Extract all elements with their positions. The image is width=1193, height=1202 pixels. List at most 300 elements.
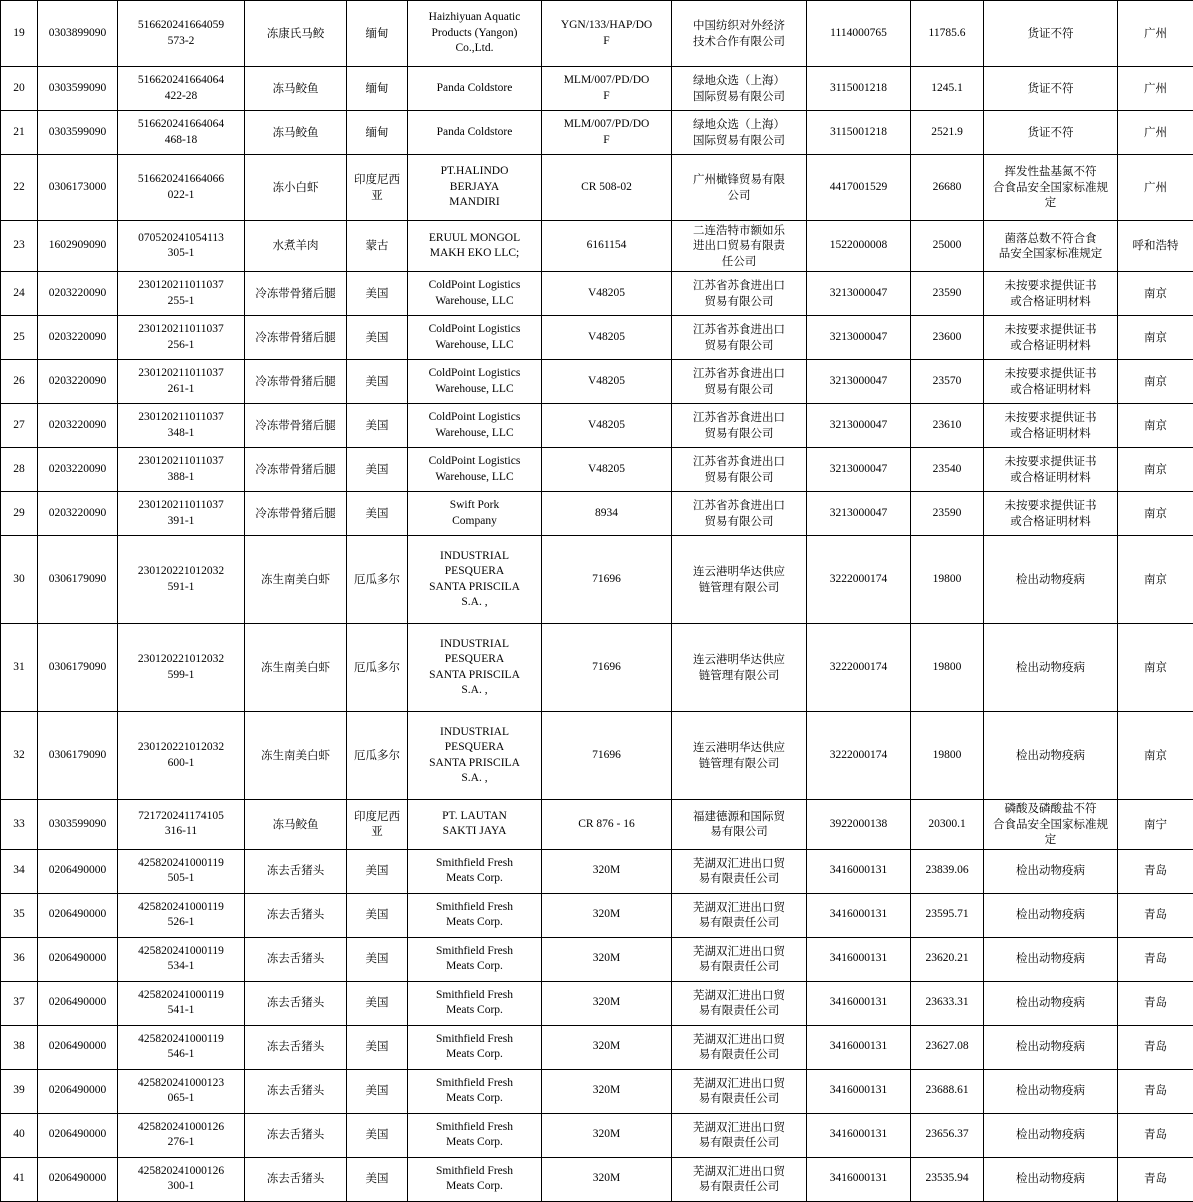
rejection-reason-cell: 检出动物疫病 [984, 1025, 1118, 1069]
entry-port-cell: 广州 [1118, 155, 1193, 221]
registration-no-cell: 71696 [542, 712, 672, 800]
table-row [1, 272, 1193, 316]
registration-no-cell: 320M [542, 1113, 672, 1157]
importer-cell: 江苏省苏食进出口 贸易有限公司 [672, 492, 807, 536]
rejection-reason-cell: 未按要求提供证书 或合格证明材料 [984, 448, 1118, 492]
product-name-cell: 冻去舌猪头 [245, 1069, 347, 1113]
importer-cell: 芜湖双汇进出口贸 易有限责任公司 [672, 893, 807, 937]
row-number-cell: 23 [1, 221, 38, 272]
importer-code-cell: 3115001218 [807, 67, 911, 111]
importer-code-cell: 3416000131 [807, 937, 911, 981]
product-name-cell: 冻去舌猪头 [245, 1157, 347, 1201]
hs-code-cell: 0306173000 [38, 155, 118, 221]
weight-cell: 11785.6 [911, 1, 984, 67]
importer-cell: 芜湖双汇进出口贸 易有限责任公司 [672, 1069, 807, 1113]
entry-port-cell: 青岛 [1118, 893, 1193, 937]
weight-cell: 23595.71 [911, 893, 984, 937]
table-row [1, 1069, 1193, 1113]
certificate-no-cell: 230120211011037 391-1 [118, 492, 245, 536]
importer-cell: 江苏省苏食进出口 贸易有限公司 [672, 316, 807, 360]
origin-country-cell: 缅甸 [347, 111, 408, 155]
weight-cell: 19800 [911, 536, 984, 624]
row-number-cell: 20 [1, 67, 38, 111]
entry-port-cell: 呼和浩特 [1118, 221, 1193, 272]
certificate-no-cell: 425820241000119 505-1 [118, 849, 245, 893]
hs-code-cell: 0206490000 [38, 1157, 118, 1201]
rejection-reason-cell: 未按要求提供证书 或合格证明材料 [984, 492, 1118, 536]
producer-cell: Smithfield Fresh Meats Corp. [408, 1069, 542, 1113]
origin-country-cell: 美国 [347, 448, 408, 492]
producer-cell: Smithfield Fresh Meats Corp. [408, 849, 542, 893]
row-number-cell: 21 [1, 111, 38, 155]
hs-code-cell: 0203220090 [38, 492, 118, 536]
origin-country-cell: 美国 [347, 272, 408, 316]
origin-country-cell: 缅甸 [347, 1, 408, 67]
weight-cell: 23839.06 [911, 849, 984, 893]
importer-cell: 芜湖双汇进出口贸 易有限责任公司 [672, 1113, 807, 1157]
registration-no-cell: 71696 [542, 624, 672, 712]
registration-no-cell: V48205 [542, 272, 672, 316]
row-number-cell: 39 [1, 1069, 38, 1113]
product-name-cell: 冻马鲛鱼 [245, 111, 347, 155]
origin-country-cell: 蒙古 [347, 221, 408, 272]
certificate-no-cell: 516620241664059 573-2 [118, 1, 245, 67]
product-name-cell: 冷冻带骨猪后腿 [245, 316, 347, 360]
rejection-reason-cell: 检出动物疫病 [984, 893, 1118, 937]
producer-cell: Smithfield Fresh Meats Corp. [408, 1113, 542, 1157]
entry-port-cell: 青岛 [1118, 1069, 1193, 1113]
row-number-cell: 41 [1, 1157, 38, 1201]
registration-no-cell: YGN/133/HAP/DO F [542, 1, 672, 67]
rejection-reason-cell: 检出动物疫病 [984, 712, 1118, 800]
entry-port-cell: 青岛 [1118, 1025, 1193, 1069]
producer-cell: INDUSTRIAL PESQUERA SANTA PRISCILA S.A. , [408, 712, 542, 800]
importer-code-cell: 3416000131 [807, 1157, 911, 1201]
hs-code-cell: 0303599090 [38, 111, 118, 155]
product-name-cell: 冻生南美白虾 [245, 624, 347, 712]
importer-code-cell: 3416000131 [807, 1025, 911, 1069]
importer-code-cell: 3416000131 [807, 1069, 911, 1113]
importer-cell: 江苏省苏食进出口 贸易有限公司 [672, 448, 807, 492]
table-row [1, 624, 1193, 712]
certificate-no-cell: 721720241174105 316-11 [118, 800, 245, 850]
table-row [1, 712, 1193, 800]
importer-cell: 中国纺织对外经济 技术合作有限公司 [672, 1, 807, 67]
registration-no-cell: 320M [542, 849, 672, 893]
producer-cell: Smithfield Fresh Meats Corp. [408, 981, 542, 1025]
producer-cell: ColdPoint Logistics Warehouse, LLC [408, 404, 542, 448]
origin-country-cell: 美国 [347, 893, 408, 937]
registration-no-cell: CR 508-02 [542, 155, 672, 221]
product-name-cell: 冻去舌猪头 [245, 849, 347, 893]
table-row [1, 1, 1193, 67]
table-row [1, 893, 1193, 937]
origin-country-cell: 美国 [347, 849, 408, 893]
importer-code-cell: 3416000131 [807, 1113, 911, 1157]
hs-code-cell: 0303599090 [38, 800, 118, 850]
table-row [1, 448, 1193, 492]
origin-country-cell: 印度尼西 亚 [347, 800, 408, 850]
registration-no-cell: 320M [542, 1157, 672, 1201]
product-name-cell: 冷冻带骨猪后腿 [245, 448, 347, 492]
entry-port-cell: 南京 [1118, 404, 1193, 448]
importer-code-cell: 3222000174 [807, 536, 911, 624]
product-name-cell: 冻康氏马鲛 [245, 1, 347, 67]
weight-cell: 23688.61 [911, 1069, 984, 1113]
registration-no-cell: V48205 [542, 360, 672, 404]
rejection-reason-cell: 货证不符 [984, 1, 1118, 67]
importer-code-cell: 4417001529 [807, 155, 911, 221]
producer-cell: ColdPoint Logistics Warehouse, LLC [408, 316, 542, 360]
producer-cell: PT. LAUTAN SAKTI JAYA [408, 800, 542, 850]
certificate-no-cell: 516620241664066 022-1 [118, 155, 245, 221]
certificate-no-cell: 230120221012032 600-1 [118, 712, 245, 800]
certificate-no-cell: 230120221012032 591-1 [118, 536, 245, 624]
product-name-cell: 冻马鲛鱼 [245, 67, 347, 111]
registration-no-cell: 320M [542, 893, 672, 937]
hs-code-cell: 0306179090 [38, 536, 118, 624]
weight-cell: 23620.21 [911, 937, 984, 981]
rejection-reason-cell: 未按要求提供证书 或合格证明材料 [984, 316, 1118, 360]
row-number-cell: 40 [1, 1113, 38, 1157]
product-name-cell: 冻去舌猪头 [245, 981, 347, 1025]
producer-cell: Panda Coldstore [408, 67, 542, 111]
hs-code-cell: 0203220090 [38, 316, 118, 360]
product-name-cell: 冷冻带骨猪后腿 [245, 404, 347, 448]
importer-cell: 芜湖双汇进出口贸 易有限责任公司 [672, 937, 807, 981]
table-body [1, 1, 1193, 1202]
entry-port-cell: 南京 [1118, 448, 1193, 492]
hs-code-cell: 1602909090 [38, 221, 118, 272]
weight-cell: 23627.08 [911, 1025, 984, 1069]
origin-country-cell: 印度尼西 亚 [347, 155, 408, 221]
table-row [1, 1025, 1193, 1069]
origin-country-cell: 缅甸 [347, 67, 408, 111]
registration-no-cell: 320M [542, 1025, 672, 1069]
weight-cell: 19800 [911, 712, 984, 800]
table-row [1, 360, 1193, 404]
certificate-no-cell: 425820241000119 541-1 [118, 981, 245, 1025]
row-number-cell: 34 [1, 849, 38, 893]
hs-code-cell: 0303599090 [38, 67, 118, 111]
importer-code-cell: 3213000047 [807, 360, 911, 404]
certificate-no-cell: 070520241054113 305-1 [118, 221, 245, 272]
entry-port-cell: 南京 [1118, 624, 1193, 712]
certificate-no-cell: 230120211011037 261-1 [118, 360, 245, 404]
origin-country-cell: 美国 [347, 1113, 408, 1157]
importer-cell: 江苏省苏食进出口 贸易有限公司 [672, 272, 807, 316]
certificate-no-cell: 230120211011037 348-1 [118, 404, 245, 448]
table-row [1, 800, 1193, 850]
row-number-cell: 24 [1, 272, 38, 316]
registration-no-cell: V48205 [542, 404, 672, 448]
producer-cell: Haizhiyuan Aquatic Products (Yangon) Co.,Ltd. [408, 1, 542, 67]
table-row [1, 1157, 1193, 1201]
row-number-cell: 36 [1, 937, 38, 981]
importer-cell: 江苏省苏食进出口 贸易有限公司 [672, 404, 807, 448]
importer-code-cell: 3222000174 [807, 624, 911, 712]
hs-code-cell: 0203220090 [38, 448, 118, 492]
table-row [1, 937, 1193, 981]
rejection-reason-cell: 检出动物疫病 [984, 849, 1118, 893]
hs-code-cell: 0206490000 [38, 1025, 118, 1069]
rejection-reason-cell: 检出动物疫病 [984, 937, 1118, 981]
importer-code-cell: 3213000047 [807, 272, 911, 316]
weight-cell: 23656.37 [911, 1113, 984, 1157]
row-number-cell: 30 [1, 536, 38, 624]
entry-port-cell: 广州 [1118, 67, 1193, 111]
entry-port-cell: 南京 [1118, 536, 1193, 624]
hs-code-cell: 0206490000 [38, 1069, 118, 1113]
origin-country-cell: 美国 [347, 316, 408, 360]
certificate-no-cell: 230120211011037 388-1 [118, 448, 245, 492]
certificate-no-cell: 230120211011037 255-1 [118, 272, 245, 316]
entry-port-cell: 南京 [1118, 712, 1193, 800]
rejection-reason-cell: 检出动物疫病 [984, 981, 1118, 1025]
registration-no-cell: 6161154 [542, 221, 672, 272]
weight-cell: 23540 [911, 448, 984, 492]
certificate-no-cell: 230120211011037 256-1 [118, 316, 245, 360]
importer-cell: 芜湖双汇进出口贸 易有限责任公司 [672, 1157, 807, 1201]
weight-cell: 23633.31 [911, 981, 984, 1025]
origin-country-cell: 美国 [347, 1069, 408, 1113]
hs-code-cell: 0206490000 [38, 937, 118, 981]
row-number-cell: 28 [1, 448, 38, 492]
producer-cell: Smithfield Fresh Meats Corp. [408, 1025, 542, 1069]
registration-no-cell: 320M [542, 1069, 672, 1113]
registration-no-cell: CR 876 - 16 [542, 800, 672, 850]
registration-no-cell: 71696 [542, 536, 672, 624]
importer-code-cell: 3213000047 [807, 404, 911, 448]
rejection-reason-cell: 货证不符 [984, 111, 1118, 155]
product-name-cell: 冻去舌猪头 [245, 1025, 347, 1069]
registration-no-cell: MLM/007/PD/DO F [542, 111, 672, 155]
weight-cell: 2521.9 [911, 111, 984, 155]
table-row [1, 1113, 1193, 1157]
importer-cell: 芜湖双汇进出口贸 易有限责任公司 [672, 981, 807, 1025]
weight-cell: 23590 [911, 492, 984, 536]
entry-port-cell: 青岛 [1118, 1113, 1193, 1157]
table-row [1, 981, 1193, 1025]
row-number-cell: 26 [1, 360, 38, 404]
importer-code-cell: 3213000047 [807, 492, 911, 536]
product-name-cell: 冻去舌猪头 [245, 1113, 347, 1157]
rejection-reason-cell: 菌落总数不符合食 品安全国家标准规定 [984, 221, 1118, 272]
rejection-reason-cell: 检出动物疫病 [984, 1113, 1118, 1157]
certificate-no-cell: 516620241664064 422-28 [118, 67, 245, 111]
table-row [1, 316, 1193, 360]
importer-code-cell: 3213000047 [807, 316, 911, 360]
weight-cell: 1245.1 [911, 67, 984, 111]
entry-port-cell: 南京 [1118, 360, 1193, 404]
producer-cell: ColdPoint Logistics Warehouse, LLC [408, 360, 542, 404]
weight-cell: 23600 [911, 316, 984, 360]
hs-code-cell: 0306179090 [38, 712, 118, 800]
hs-code-cell: 0203220090 [38, 272, 118, 316]
registration-no-cell: V48205 [542, 448, 672, 492]
registration-no-cell: V48205 [542, 316, 672, 360]
hs-code-cell: 0203220090 [38, 404, 118, 448]
importer-code-cell: 3213000047 [807, 448, 911, 492]
importer-code-cell: 3416000131 [807, 893, 911, 937]
certificate-no-cell: 425820241000126 300-1 [118, 1157, 245, 1201]
hs-code-cell: 0206490000 [38, 849, 118, 893]
producer-cell: Smithfield Fresh Meats Corp. [408, 937, 542, 981]
origin-country-cell: 美国 [347, 492, 408, 536]
row-number-cell: 32 [1, 712, 38, 800]
origin-country-cell: 美国 [347, 404, 408, 448]
certificate-no-cell: 425820241000123 065-1 [118, 1069, 245, 1113]
row-number-cell: 19 [1, 1, 38, 67]
row-number-cell: 27 [1, 404, 38, 448]
rejection-reason-cell: 未按要求提供证书 或合格证明材料 [984, 404, 1118, 448]
origin-country-cell: 美国 [347, 937, 408, 981]
weight-cell: 23535.94 [911, 1157, 984, 1201]
table-row [1, 404, 1193, 448]
certificate-no-cell: 425820241000119 546-1 [118, 1025, 245, 1069]
origin-country-cell: 厄瓜多尔 [347, 712, 408, 800]
registration-no-cell: 320M [542, 981, 672, 1025]
product-name-cell: 冻马鲛鱼 [245, 800, 347, 850]
product-name-cell: 冻生南美白虾 [245, 712, 347, 800]
origin-country-cell: 厄瓜多尔 [347, 624, 408, 712]
registration-no-cell: 320M [542, 937, 672, 981]
importer-code-cell: 3115001218 [807, 111, 911, 155]
rejection-reason-cell: 未按要求提供证书 或合格证明材料 [984, 272, 1118, 316]
producer-cell: ERUUL MONGOL MAKH EKO LLC; [408, 221, 542, 272]
rejection-reason-cell: 检出动物疫病 [984, 1157, 1118, 1201]
weight-cell: 23610 [911, 404, 984, 448]
rejection-reason-cell: 磷酸及磷酸盐不符 合食品安全国家标准规 定 [984, 800, 1118, 850]
producer-cell: Smithfield Fresh Meats Corp. [408, 1157, 542, 1201]
table-row [1, 536, 1193, 624]
row-number-cell: 37 [1, 981, 38, 1025]
importer-code-cell: 1522000008 [807, 221, 911, 272]
entry-port-cell: 南京 [1118, 492, 1193, 536]
producer-cell: PT.HALINDO BERJAYA MANDIRI [408, 155, 542, 221]
entry-port-cell: 青岛 [1118, 849, 1193, 893]
importer-cell: 绿地众选（上海） 国际贸易有限公司 [672, 111, 807, 155]
weight-cell: 19800 [911, 624, 984, 712]
entry-port-cell: 青岛 [1118, 1157, 1193, 1201]
entry-port-cell: 青岛 [1118, 981, 1193, 1025]
product-name-cell: 水煮羊肉 [245, 221, 347, 272]
producer-cell: Swift Pork Company [408, 492, 542, 536]
table-row [1, 67, 1193, 111]
producer-cell: Smithfield Fresh Meats Corp. [408, 893, 542, 937]
row-number-cell: 33 [1, 800, 38, 850]
product-name-cell: 冷冻带骨猪后腿 [245, 492, 347, 536]
importer-code-cell: 3222000174 [807, 712, 911, 800]
entry-port-cell: 南宁 [1118, 800, 1193, 850]
hs-code-cell: 0303899090 [38, 1, 118, 67]
hs-code-cell: 0306179090 [38, 624, 118, 712]
weight-cell: 20300.1 [911, 800, 984, 850]
importer-cell: 芜湖双汇进出口贸 易有限责任公司 [672, 849, 807, 893]
entry-port-cell: 广州 [1118, 111, 1193, 155]
table-row [1, 492, 1193, 536]
hs-code-cell: 0206490000 [38, 893, 118, 937]
producer-cell: Panda Coldstore [408, 111, 542, 155]
row-number-cell: 38 [1, 1025, 38, 1069]
weight-cell: 26680 [911, 155, 984, 221]
row-number-cell: 35 [1, 893, 38, 937]
product-name-cell: 冷冻带骨猪后腿 [245, 360, 347, 404]
importer-cell: 广州橄锋贸易有限 公司 [672, 155, 807, 221]
importer-code-cell: 1114000765 [807, 1, 911, 67]
rejection-reason-cell: 检出动物疫病 [984, 1069, 1118, 1113]
row-number-cell: 22 [1, 155, 38, 221]
origin-country-cell: 美国 [347, 1025, 408, 1069]
entry-port-cell: 南京 [1118, 272, 1193, 316]
origin-country-cell: 美国 [347, 981, 408, 1025]
entry-port-cell: 青岛 [1118, 937, 1193, 981]
row-number-cell: 25 [1, 316, 38, 360]
origin-country-cell: 美国 [347, 360, 408, 404]
importer-cell: 连云港明华达供应 链管理有限公司 [672, 624, 807, 712]
rejection-reason-cell: 检出动物疫病 [984, 624, 1118, 712]
certificate-no-cell: 230120221012032 599-1 [118, 624, 245, 712]
importer-code-cell: 3416000131 [807, 849, 911, 893]
certificate-no-cell: 425820241000126 276-1 [118, 1113, 245, 1157]
importer-cell: 连云港明华达供应 链管理有限公司 [672, 536, 807, 624]
importer-cell: 绿地众选（上海） 国际贸易有限公司 [672, 67, 807, 111]
weight-cell: 23570 [911, 360, 984, 404]
hs-code-cell: 0206490000 [38, 1113, 118, 1157]
registration-no-cell: 8934 [542, 492, 672, 536]
rejection-reason-cell: 挥发性盐基氮不符 合食品安全国家标准规 定 [984, 155, 1118, 221]
product-name-cell: 冻去舌猪头 [245, 893, 347, 937]
rejection-reason-cell: 未按要求提供证书 或合格证明材料 [984, 360, 1118, 404]
certificate-no-cell: 516620241664064 468-18 [118, 111, 245, 155]
importer-cell: 芜湖双汇进出口贸 易有限责任公司 [672, 1025, 807, 1069]
weight-cell: 25000 [911, 221, 984, 272]
hs-code-cell: 0203220090 [38, 360, 118, 404]
row-number-cell: 31 [1, 624, 38, 712]
weight-cell: 23590 [911, 272, 984, 316]
producer-cell: ColdPoint Logistics Warehouse, LLC [408, 272, 542, 316]
importer-cell: 江苏省苏食进出口 贸易有限公司 [672, 360, 807, 404]
importer-cell: 连云港明华达供应 链管理有限公司 [672, 712, 807, 800]
importer-cell: 二连浩特市额如乐 进出口贸易有限责 任公司 [672, 221, 807, 272]
producer-cell: ColdPoint Logistics Warehouse, LLC [408, 448, 542, 492]
product-name-cell: 冻小白虾 [245, 155, 347, 221]
importer-code-cell: 3922000138 [807, 800, 911, 850]
entry-port-cell: 广州 [1118, 1, 1193, 67]
table-row [1, 221, 1193, 272]
registration-no-cell: MLM/007/PD/DO F [542, 67, 672, 111]
producer-cell: INDUSTRIAL PESQUERA SANTA PRISCILA S.A. , [408, 624, 542, 712]
origin-country-cell: 美国 [347, 1157, 408, 1201]
rejection-reason-cell: 检出动物疫病 [984, 536, 1118, 624]
producer-cell: INDUSTRIAL PESQUERA SANTA PRISCILA S.A. , [408, 536, 542, 624]
table-row [1, 111, 1193, 155]
product-name-cell: 冷冻带骨猪后腿 [245, 272, 347, 316]
hs-code-cell: 0206490000 [38, 981, 118, 1025]
rejection-reason-cell: 货证不符 [984, 67, 1118, 111]
table-row [1, 155, 1193, 221]
entry-port-cell: 南京 [1118, 316, 1193, 360]
row-number-cell: 29 [1, 492, 38, 536]
importer-cell: 福建德源和国际贸 易有限公司 [672, 800, 807, 850]
product-name-cell: 冻生南美白虾 [245, 536, 347, 624]
importer-code-cell: 3416000131 [807, 981, 911, 1025]
origin-country-cell: 厄瓜多尔 [347, 536, 408, 624]
certificate-no-cell: 425820241000119 526-1 [118, 893, 245, 937]
product-name-cell: 冻去舌猪头 [245, 937, 347, 981]
table-row [1, 849, 1193, 893]
certificate-no-cell: 425820241000119 534-1 [118, 937, 245, 981]
